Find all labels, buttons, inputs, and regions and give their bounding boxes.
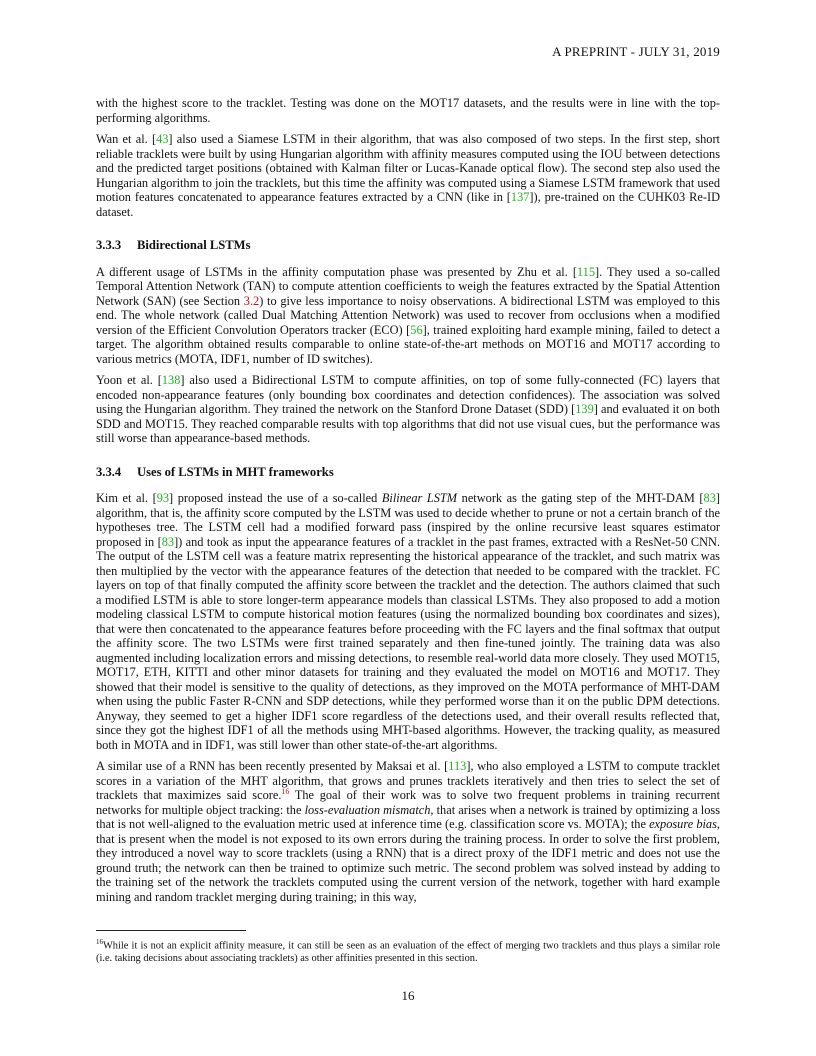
text-run: ] and evaluated it on both SDD and MOT15. They reached comparable results with top algorithms that did not use visual cues, but the performance was still worse than appearance-based methods.: [96, 402, 720, 445]
running-head-text: A PREPRINT - JULY 31, 2019: [552, 44, 720, 59]
text-run: ) to give less importance to noisy observations. A bidirectional LSTM was employed to this end. The whole network (called Dual Matching Attention Network) was used to recover from occlusions when a modified version of the Efficient Convolution Operators tracker (ECO) [: [96, 293, 720, 337]
text-run: ] algorithm, that is, the affinity score computed by the LSTM was used to decide whether to prune or not a certain branch of the hypotheses tree. The LSTM cell had a modified forward pass (inspired by the online recursive least squares estimator proposed in [: [96, 491, 720, 549]
citation-link[interactable]: 113: [448, 759, 467, 773]
text-run: ], trained exploiting hard example mining, failed to detect a target. The algorithm obtained results comparable to online state-of-the-art methods on MOT16 and MOT17 according to various metrics (MOTA, IDF1, number of ID switches).: [96, 322, 720, 366]
citation-link[interactable]: 56: [410, 322, 423, 337]
section-number: 3.3.4: [96, 464, 122, 479]
page-number: 16: [401, 988, 415, 1003]
text-run: ]. They used a so-called Temporal Attention Network (TAN) to compute attention coefficients to weigh the features extracted by the Spatial Attention Network (SAN) (see Section: [96, 264, 720, 308]
emphasis: exposure bias: [649, 817, 717, 831]
paragraph: [96, 759, 720, 904]
section-ref-link[interactable]: 3.2: [243, 293, 260, 308]
emphasis: loss-evaluation mismatch: [304, 802, 431, 817]
body-text: [96, 96, 720, 911]
text-run: The goal of their work was to solve two frequent problems in training recurrent networks for multiple object tracking: the: [96, 788, 720, 817]
citation-link[interactable]: 43: [156, 132, 169, 146]
text-run: , that arises when a network is trained by optimizing a loss that is not well-aligned to the evaluation metric used at inference time (e.g. classification score vs. MOTA); the: [96, 802, 721, 831]
footnote: [96, 936, 720, 965]
emphasis: Bilinear LSTM: [381, 491, 458, 505]
section-number: 3.3.3: [96, 238, 122, 252]
text-run: ] also used a Siamese LSTM in their algorithm, that was also composed of two steps. In the first step, short reliable tracklets were built by using Hungarian algorithm with affinity measures computed using the IOU between detections and the predicted target positions (obtained with Kalman filter or Lucas-Kanade optical flow). The second step also used the Hungarian algorithm to join the tracklets, but this time the affinity was computed using a Siamese LSTM framework that used motion features concatenated to appearance features extracted by a CNN (like in [: [96, 132, 720, 204]
citation-link[interactable]: 139: [575, 402, 594, 416]
citation-link[interactable]: 137: [510, 190, 530, 204]
footnote-text: While it is not an explicit affinity measure, it can still be seen as an evaluation of the effect of merging two tracklets and thus plays a similar role (i.e. taking decisions about associating tracklets) as other affinities presented in this section.: [96, 940, 720, 964]
footnote-ref-link[interactable]: 16: [281, 786, 290, 796]
footnote-mark: 16: [96, 938, 103, 946]
text-run: Kim et al. [: [96, 491, 157, 505]
text-run: A similar use of a RNN has been recently presented by Maksai et al. [: [96, 759, 449, 773]
text-run: ] proposed instead the use of a so-called: [169, 491, 382, 505]
text-run: , that is present when the model is not exposed to its own errors during the training process. In order to solve the first problem, they introduced a novel way to score tracklets (using a RNN) that is a direct proxy of the IDF1 metric and does not use the ground truth; the network can then be trained to optimize such metric. The second problem was solved instead by adding to the training set of the network the tracklets computed using the current version of the network, together with hard example mining and random tracklet merging during training; in this way,: [96, 817, 721, 904]
paragraph: [96, 373, 720, 446]
text-run: A different usage of LSTMs in the affinity computation phase was presented by Zhu et al. [: [96, 264, 577, 279]
section-heading: [96, 238, 720, 253]
citation-link[interactable]: 83: [703, 491, 716, 505]
citation-link[interactable]: 138: [161, 373, 181, 387]
paragraph: [96, 132, 720, 219]
text-run: ] also used a Bidirectional LSTM to compute affinities, on top of some fully-connected (FC) layers that encoded non-appearance features (only bounding box coordinates and detection confidences). The association was solved using the Hungarian algorithm. They trained the network on the Stanford Drone Dataset (SDD) [: [96, 373, 720, 416]
footnote-divider: [96, 930, 246, 931]
citation-link[interactable]: 93: [156, 491, 170, 505]
text-run: Yoon et al. [: [96, 373, 162, 387]
running-head: [552, 44, 720, 60]
text-run: network as the gating step of the MHT-DAM [: [457, 491, 704, 505]
section-heading: [96, 465, 720, 480]
section-title: Uses of LSTMs in MHT frameworks: [137, 464, 334, 479]
text-run: ], who also employed a LSTM to compute tracklet scores in a variation of the MHT algorithm, that grows and prunes tracklets iteratively and then tries to select the set of tracklets that maximizes said score.: [96, 759, 721, 802]
paragraph: [96, 265, 720, 367]
paragraph: [96, 96, 720, 125]
text-run: with the highest score to the tracklet. Testing was done on the MOT17 datasets, and the results were in line with the top-performing algorithms.: [96, 96, 720, 125]
text-run: Wan et al. [: [96, 132, 157, 146]
text-run: ]), pre-trained on the CUHK03 Re-ID dataset.: [96, 190, 720, 219]
citation-link[interactable]: 83: [161, 534, 175, 549]
section-title: Bidirectional LSTMs: [137, 238, 251, 252]
paragraph: [96, 491, 720, 752]
citation-link[interactable]: 115: [576, 264, 595, 279]
text-run: ]) and took as input the appearance features of a tracklet in the past frames, extracted with a ResNet-50 CNN. The output of the LSTM cell was a feature matrix representing the historical appearance of the tracklet, and such matrix was then multiplied by the vector with the appearance features of the detection that needed to be compared with the tracklet. FC layers on top of that finally computed the affinity score between the tracklet and the detection. The authors claimed that such a modified LSTM is able to store longer-term appearance models than classical LSTMs. They also proposed to add a motion modeling classical LSTM to compute historical motion features (using the normalized bounding box coordinates and sizes), that were then concatenated to the appearance features before proceeding with the FC layers and the final softmax that output the affinity score. The two LSTMs were first trained separately and then fine-tuned jointly. The training data was also augmented including localization errors and missing detections, to resemble real-world data more closely. They used MOT15, MOT17, ETH, KITTI and other minor datasets for training and they evaluated the model on MOT16 and MOT17. They showed that their model is sensitive to the quality of detections, as they improved on the MOTA performance of MHT-DAM when using the public Faster R-CNN and SDP detections, while they performed worse than it on the public DPM detections. Anyway, they seemed to get a higher IDF1 score regardless of the detections used, and their overall results reflected that, since they got the highest IDF1 of all the methods using MHT-based algorithms. However, the tracking quality, as measured both in MOTA and in IDF1, was still lower than other state-of-the-art algorithms.: [96, 534, 721, 752]
